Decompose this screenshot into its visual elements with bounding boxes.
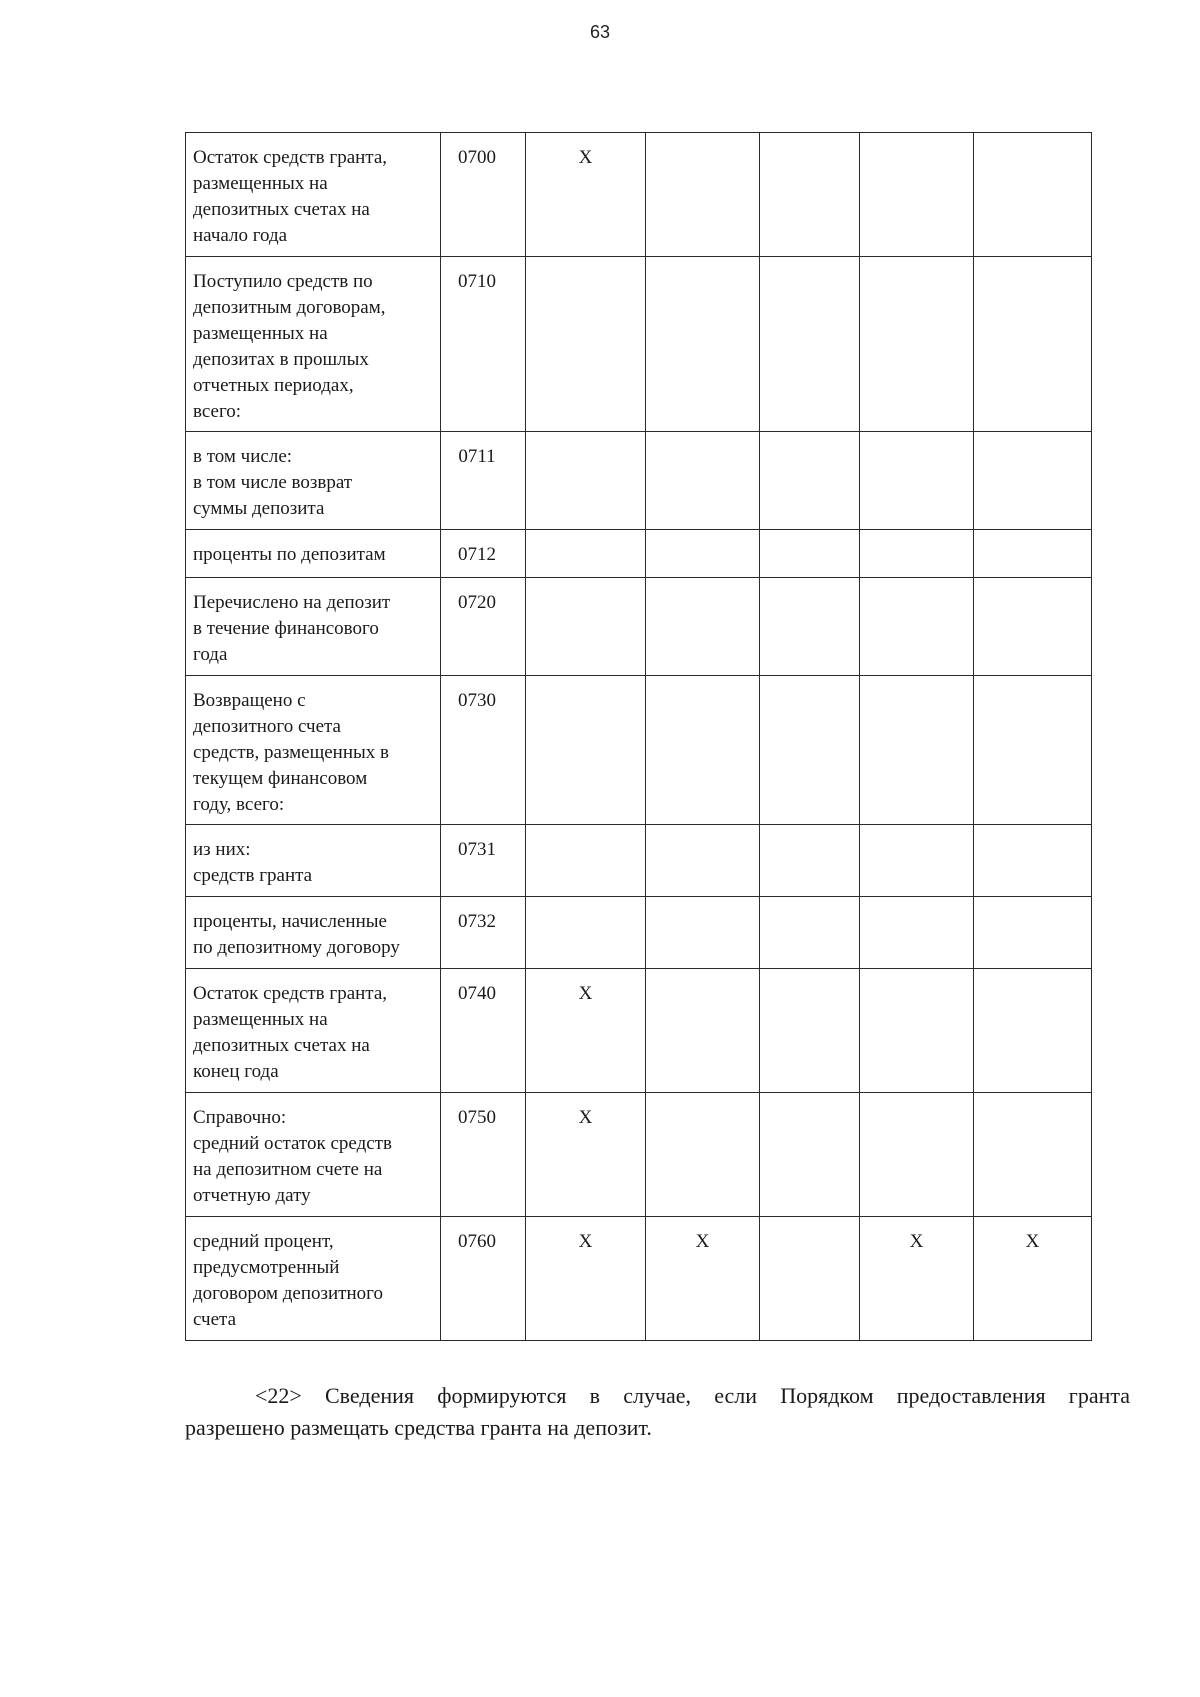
row-name-cell <box>186 825 441 897</box>
value-cell: X <box>526 1093 646 1217</box>
table-row <box>186 257 1092 432</box>
footnote-line-1: <22> Сведения формируются в случае, если Порядком предоставления гранта <box>255 1383 1130 1408</box>
row-name-cell <box>186 1217 441 1341</box>
value-cell <box>526 676 646 825</box>
row-code-cell: 0750 <box>441 1093 526 1217</box>
value-cell <box>760 825 860 897</box>
row-name-cell <box>186 676 441 825</box>
value-cell: X <box>860 1217 974 1341</box>
row-name-cell <box>186 578 441 676</box>
row-name-line: начало года <box>193 225 288 246</box>
value-cell <box>974 530 1092 578</box>
value-cell <box>860 676 974 825</box>
row-name-line: размещенных на <box>193 1009 328 1030</box>
value-cell <box>760 1217 860 1341</box>
row-name-line: всего: <box>193 401 242 422</box>
row-name-line: Остаток средств гранта, <box>193 147 388 168</box>
row-name-line: Перечислено на депозит <box>193 592 391 613</box>
row-name-cell <box>186 1093 441 1217</box>
row-name-line: проценты, начисленные <box>193 911 387 932</box>
value-cell <box>646 969 760 1093</box>
value-cell <box>860 897 974 969</box>
row-name-line: размещенных на <box>193 323 328 344</box>
table-row <box>186 969 1092 1093</box>
value-cell <box>646 257 760 432</box>
footnote-line-2: разрешено размещать средства гранта на депозит. <box>185 1415 652 1440</box>
value-cell <box>860 530 974 578</box>
row-name-line: на депозитном счете на <box>193 1159 383 1180</box>
value-cell <box>646 897 760 969</box>
value-cell <box>760 676 860 825</box>
value-cell: X <box>526 133 646 257</box>
row-name-cell <box>186 257 441 432</box>
row-name-line: депозитным договорам, <box>193 297 386 318</box>
value-cell <box>860 133 974 257</box>
table-row <box>186 578 1092 676</box>
value-cell <box>760 257 860 432</box>
row-name-line: размещенных на <box>193 173 328 194</box>
table-row <box>186 897 1092 969</box>
value-cell: X <box>646 1217 760 1341</box>
value-cell <box>974 897 1092 969</box>
row-code-cell: 0760 <box>441 1217 526 1341</box>
row-name-line: по депозитному договору <box>193 937 400 958</box>
value-cell <box>646 530 760 578</box>
value-cell <box>974 1093 1092 1217</box>
value-cell <box>646 578 760 676</box>
value-cell <box>526 897 646 969</box>
value-cell <box>646 1093 760 1217</box>
row-name-line: Поступило средств по <box>193 271 373 292</box>
row-name-line: Остаток средств гранта, <box>193 983 388 1004</box>
row-name-line: отчетную дату <box>193 1185 311 1206</box>
row-name-cell <box>186 530 441 578</box>
value-cell <box>760 432 860 530</box>
value-cell <box>860 969 974 1093</box>
value-cell <box>760 897 860 969</box>
row-name-line: депозитных счетах на <box>193 199 370 220</box>
row-name-line: отчетных периодах, <box>193 375 354 396</box>
value-cell <box>760 578 860 676</box>
page-number: 63 <box>589 22 611 42</box>
value-cell <box>974 133 1092 257</box>
row-name-cell <box>186 432 441 530</box>
row-name-cell <box>186 969 441 1093</box>
row-code-cell: 0731 <box>441 825 526 897</box>
value-cell <box>646 676 760 825</box>
row-name-line: депозитах в прошлых <box>193 349 369 370</box>
footnote <box>185 1380 1130 1444</box>
row-name-line: средний остаток средств <box>193 1133 392 1154</box>
row-name-line: счета <box>193 1309 237 1330</box>
value-cell <box>860 432 974 530</box>
row-name-line: проценты по депозитам <box>193 544 386 565</box>
value-cell <box>860 825 974 897</box>
row-code-cell: 0730 <box>441 676 526 825</box>
value-cell <box>760 133 860 257</box>
value-cell <box>860 578 974 676</box>
row-name-line: средний процент, <box>193 1231 334 1252</box>
table-row <box>186 676 1092 825</box>
value-cell: X <box>526 1217 646 1341</box>
row-name-line: депозитного счета <box>193 716 341 737</box>
table-row <box>186 825 1092 897</box>
value-cell <box>974 257 1092 432</box>
value-cell <box>860 1093 974 1217</box>
row-name-line: текущем финансовом <box>193 768 368 789</box>
row-name-line: средств гранта <box>193 865 313 886</box>
row-code-cell: 0712 <box>441 530 526 578</box>
row-name-line: году, всего: <box>193 794 285 815</box>
value-cell <box>526 257 646 432</box>
table-row <box>186 432 1092 530</box>
value-cell: X <box>526 969 646 1093</box>
row-name-line: предусмотренный <box>193 1257 340 1278</box>
row-name-line: депозитных счетах на <box>193 1035 370 1056</box>
row-name-line: конец года <box>193 1061 279 1082</box>
row-name-line: в том числе возврат <box>193 472 353 493</box>
row-code-cell: 0732 <box>441 897 526 969</box>
row-name-line: из них: <box>193 839 251 860</box>
value-cell <box>974 578 1092 676</box>
row-name-line: средств, размещенных в <box>193 742 390 763</box>
row-code-cell: 0700 <box>441 133 526 257</box>
value-cell <box>646 432 760 530</box>
value-cell <box>526 578 646 676</box>
value-cell <box>974 432 1092 530</box>
table-row <box>186 530 1092 578</box>
row-code-cell: 0720 <box>441 578 526 676</box>
value-cell <box>760 1093 860 1217</box>
value-cell <box>646 133 760 257</box>
row-code-cell: 0711 <box>441 432 526 530</box>
row-name-cell <box>186 133 441 257</box>
table-row <box>186 1217 1092 1341</box>
value-cell <box>760 530 860 578</box>
value-cell <box>974 825 1092 897</box>
value-cell <box>526 825 646 897</box>
row-name-line: Справочно: <box>193 1107 287 1128</box>
row-name-line: в том числе: <box>193 446 293 467</box>
row-name-line: года <box>193 644 228 665</box>
value-cell <box>974 969 1092 1093</box>
table-row <box>186 133 1092 257</box>
row-code-cell: 0710 <box>441 257 526 432</box>
row-name-line: договором депозитного <box>193 1283 383 1304</box>
value-cell: X <box>974 1217 1092 1341</box>
table-row <box>186 1093 1092 1217</box>
value-cell <box>860 257 974 432</box>
deposit-report-table <box>185 132 1092 1341</box>
row-name-line: Возвращено с <box>193 690 306 711</box>
value-cell <box>526 432 646 530</box>
row-code-cell: 0740 <box>441 969 526 1093</box>
row-name-line: суммы депозита <box>193 498 325 519</box>
value-cell <box>526 530 646 578</box>
row-name-cell <box>186 897 441 969</box>
row-name-line: в течение финансового <box>193 618 379 639</box>
value-cell <box>646 825 760 897</box>
value-cell <box>974 676 1092 825</box>
value-cell <box>760 969 860 1093</box>
